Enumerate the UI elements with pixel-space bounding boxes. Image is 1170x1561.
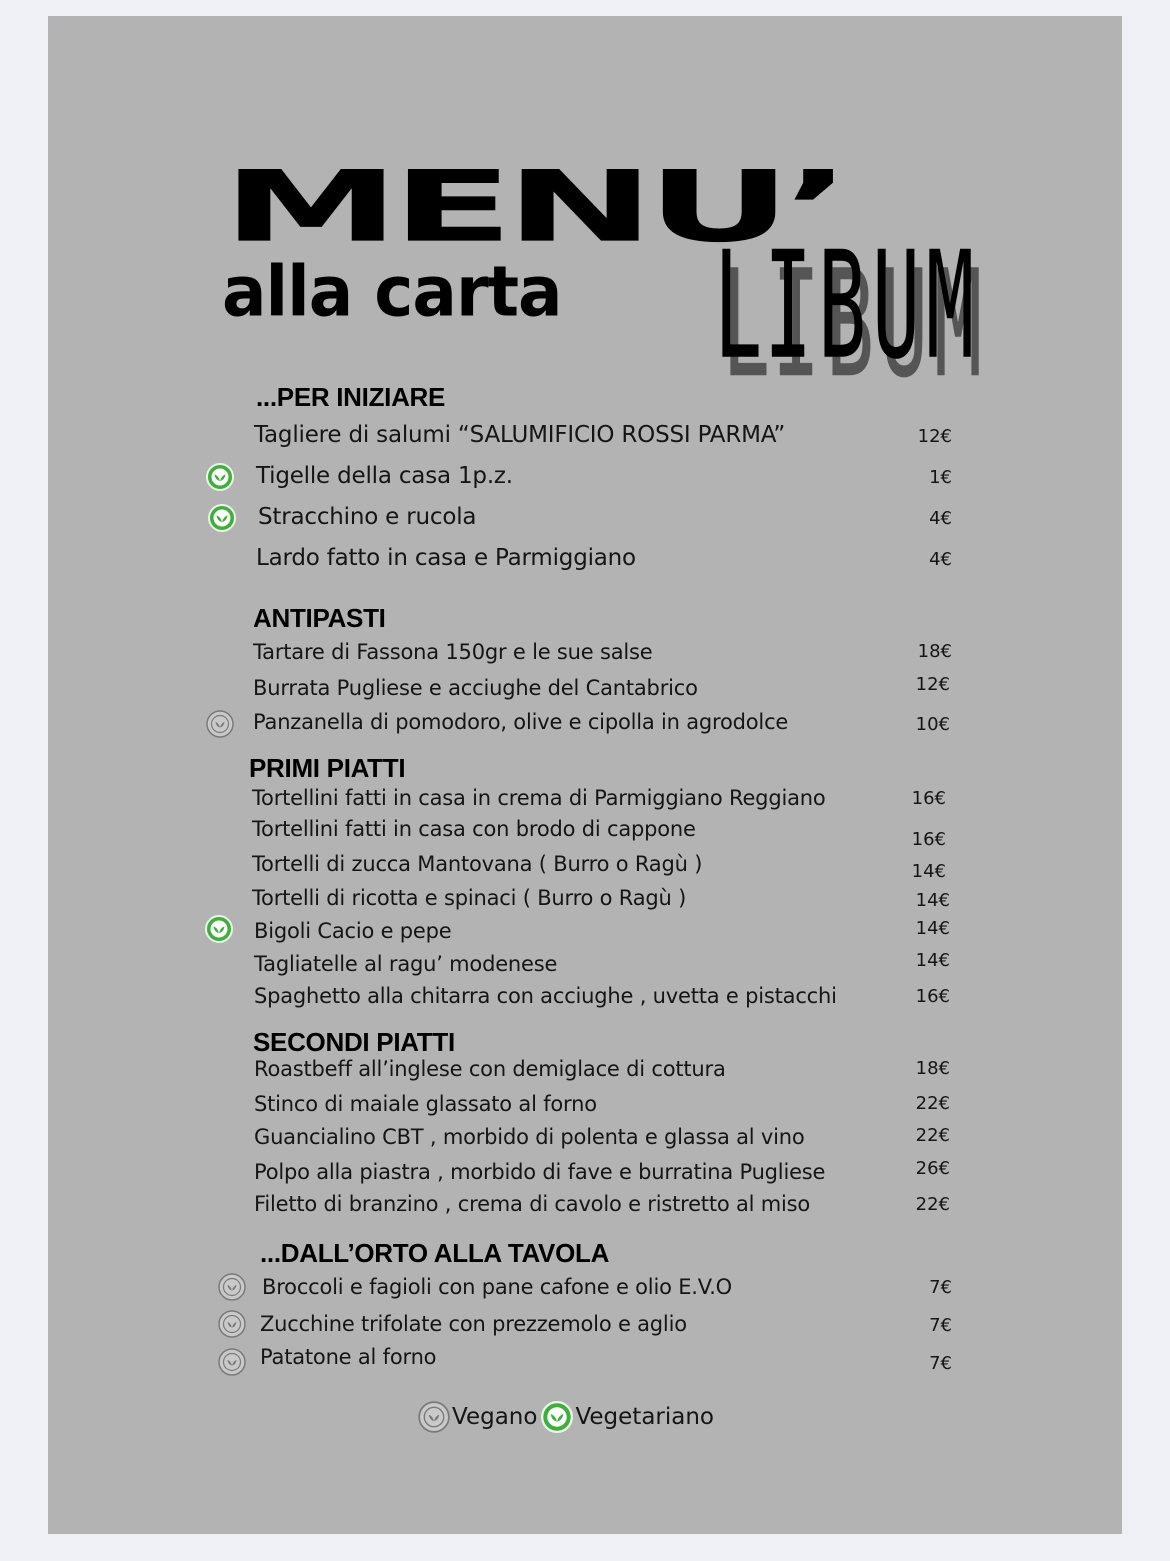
- menu-item-name: Spaghetto alla chitarra con acciughe , uvetta e pistacchi: [254, 984, 837, 1008]
- section-heading-secondi-piatti: SECONDI PIATTI: [253, 1027, 455, 1057]
- menu-item-price: 14€: [915, 918, 950, 939]
- menu-item-name: Tagliere di salumi “SALUMIFICIO ROSSI PARMA”: [254, 422, 786, 448]
- section-heading-primi-piatti: PRIMI PIATTI: [249, 753, 406, 783]
- menu-item-name: Tortellini fatti in casa in crema di Parmiggiano Reggiano: [252, 786, 826, 810]
- diet-legend: [418, 1400, 718, 1434]
- vegan-badge-icon: [218, 1273, 246, 1301]
- menu-item-name: Guancialino CBT , morbido di polenta e glassa al vino: [254, 1125, 805, 1149]
- menu-item-name: Tartare di Fassona 150gr e le sue salse: [253, 640, 653, 664]
- menu-item-price: 12€: [917, 426, 952, 447]
- vegan-badge-icon: [206, 710, 234, 738]
- brand-letter: M: [926, 219, 975, 392]
- brand-letter: I: [764, 219, 813, 392]
- menu-item-price: 4€: [929, 549, 952, 570]
- menu-item-price: 10€: [915, 714, 950, 735]
- menu-item-name: Polpo alla piastra , morbido di fave e burratina Pugliese: [254, 1160, 826, 1184]
- menu-item-price: 7€: [929, 1315, 952, 1336]
- menu-item-price: 18€: [917, 641, 952, 662]
- section-heading-antipasti: ANTIPASTI: [253, 603, 386, 633]
- menu-item-price: 14€: [911, 861, 946, 882]
- menu-item-price: 26€: [915, 1158, 950, 1179]
- menu-item-price: 7€: [929, 1353, 952, 1374]
- menu-item-name: Roastbeff all’inglese con demiglace di cottura: [254, 1057, 726, 1081]
- menu-item-name: Lardo fatto in casa e Parmiggiano: [256, 545, 636, 571]
- menu-item-price: 16€: [911, 829, 946, 850]
- brand-letter: L: [714, 219, 763, 392]
- menu-item-price: 22€: [915, 1093, 950, 1114]
- menu-item-price: 22€: [915, 1125, 950, 1146]
- menu-item-price: 12€: [915, 674, 950, 695]
- menu-subtitle: alla carta: [222, 251, 562, 333]
- menu-item-price: 14€: [915, 890, 950, 911]
- vegan-badge-icon: [218, 1310, 246, 1338]
- menu-item-name: Broccoli e fagioli con pane cafone e olio E.V.O: [262, 1275, 733, 1299]
- menu-item-price: 16€: [911, 788, 946, 809]
- menu-item-name: Panzanella di pomodoro, olive e cipolla in agrodolce: [253, 710, 789, 734]
- menu-item-price: 4€: [929, 508, 952, 529]
- menu-item-name: Tortelli di zucca Mantovana ( Burro o Ragù ): [252, 852, 703, 876]
- menu-item-name: Tagliatelle al ragu’ modenese: [254, 952, 558, 976]
- menu-item-name: Tortellini fatti in casa con brodo di cappone: [252, 817, 696, 841]
- menu-item-name: Bigoli Cacio e pepe: [254, 919, 452, 943]
- menu-item-price: 14€: [915, 950, 950, 971]
- vegetarian-legend-icon: [541, 1401, 573, 1433]
- menu-item-price: 1€: [929, 467, 952, 488]
- vegetarian-badge-icon: [208, 504, 236, 532]
- section-heading-dall-orto: ...DALL’ORTO ALLA TAVOLA: [260, 1238, 610, 1268]
- menu-item-price: 7€: [929, 1277, 952, 1298]
- vegetarian-badge-icon: [205, 915, 233, 943]
- vegan-badge-icon: [218, 1348, 246, 1376]
- vegan-legend-icon: [418, 1401, 450, 1433]
- brand-letter: B: [818, 219, 867, 392]
- menu-item-name: Tigelle della casa 1p.z.: [256, 463, 513, 489]
- menu-item-name: Tortelli di ricotta e spinaci ( Burro o Ragù ): [252, 886, 687, 910]
- menu-item-price: 16€: [915, 986, 950, 1007]
- vegan-legend-label: Vegano: [452, 1404, 538, 1430]
- menu-item-name: Stinco di maiale glassato al forno: [254, 1092, 597, 1116]
- brand-logo: [712, 168, 975, 392]
- menu-item-name: Zucchine trifolate con prezzemolo e aglio: [260, 1312, 687, 1336]
- menu-item-name: Filetto di branzino , crema di cavolo e ristretto al miso: [254, 1192, 811, 1216]
- menu-item-price: 18€: [915, 1058, 950, 1079]
- brand-letter: U: [872, 219, 921, 392]
- menu-item-price: 22€: [915, 1194, 950, 1215]
- vegetarian-badge-icon: [206, 463, 234, 491]
- menu-item-name: Stracchino e rucola: [258, 504, 477, 530]
- menu-item-name: Patatone al forno: [260, 1345, 437, 1369]
- menu-title: MENU’: [222, 149, 843, 265]
- section-heading-per-iniziare: ...PER INIZIARE: [256, 382, 446, 412]
- menu-item-name: Burrata Pugliese e acciughe del Cantabrico: [253, 676, 698, 700]
- vegetarian-legend-label: Vegetariano: [575, 1404, 715, 1430]
